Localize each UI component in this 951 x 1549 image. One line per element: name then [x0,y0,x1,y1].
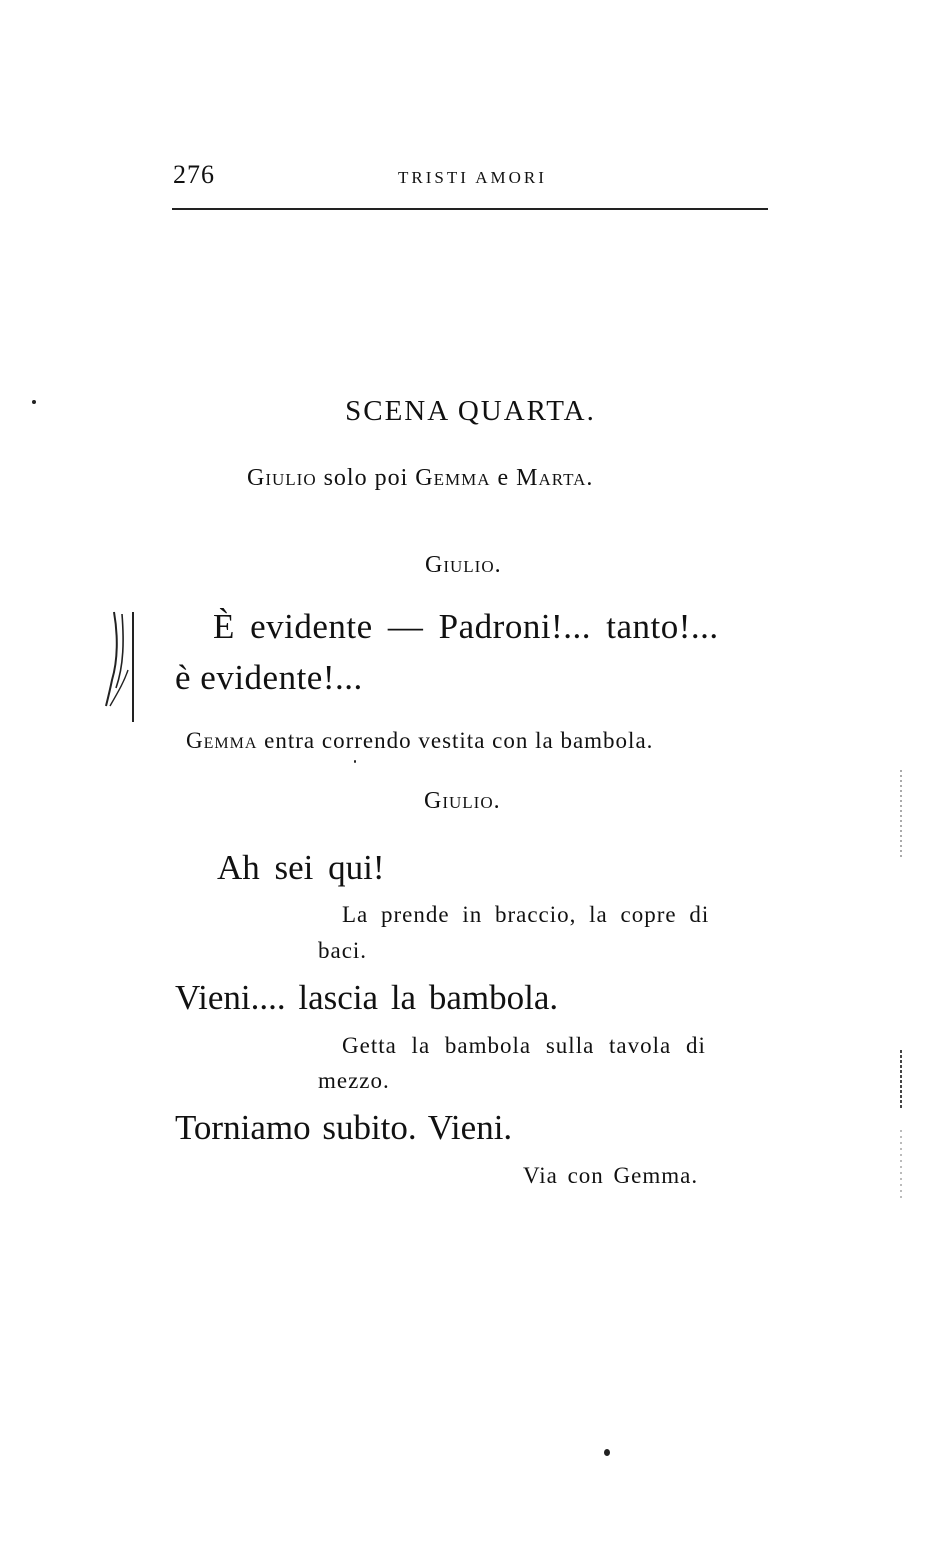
header-rule [172,208,768,210]
speck [604,1449,610,1456]
entry-text: entra correndo vestita con la bambola. [257,728,654,753]
character-list-end: . [586,465,594,491]
character-giulio: Giulio [247,465,317,491]
dialogue-line: Ah sei qui! [217,848,385,887]
stage-direction-entry [186,728,653,754]
speck [32,400,36,404]
stage-direction: Getta la bambola sulla tavola di [342,1033,706,1058]
scene-title-text: SCENA QUARTA. [345,395,596,427]
character-list-connector: solo poi [316,465,416,491]
speaker-name: Giulio. [424,788,501,814]
dialogue-line: È evidente — Padroni!... tanto!... [213,607,719,646]
speaker-name: Giulio. [425,552,502,578]
stage-direction: La prende in braccio, la copre di [342,902,710,927]
dialogue-line: Vieni.... lascia la bambola. [175,978,559,1017]
dialogue-line: Torniamo subito. Vieni. [175,1108,513,1147]
page-edge-marks [896,770,906,1210]
dialogue-line: è evidente!... [175,658,363,697]
scene-title [0,395,951,428]
character-marta: Marta [516,465,587,491]
speck [354,760,356,763]
character-gemma: Gemma [415,465,491,491]
page-number: 276 [173,160,215,189]
stage-direction: baci. [318,938,368,963]
stage-direction: mezzo. [318,1068,390,1093]
character-list [247,465,593,492]
entry-character: Gemma [186,728,258,753]
character-list-and: e [490,465,517,491]
handwritten-margin-mark [104,610,144,725]
running-head: TRISTI AMORI [398,168,547,187]
stage-direction: Via con Gemma. [523,1163,699,1188]
